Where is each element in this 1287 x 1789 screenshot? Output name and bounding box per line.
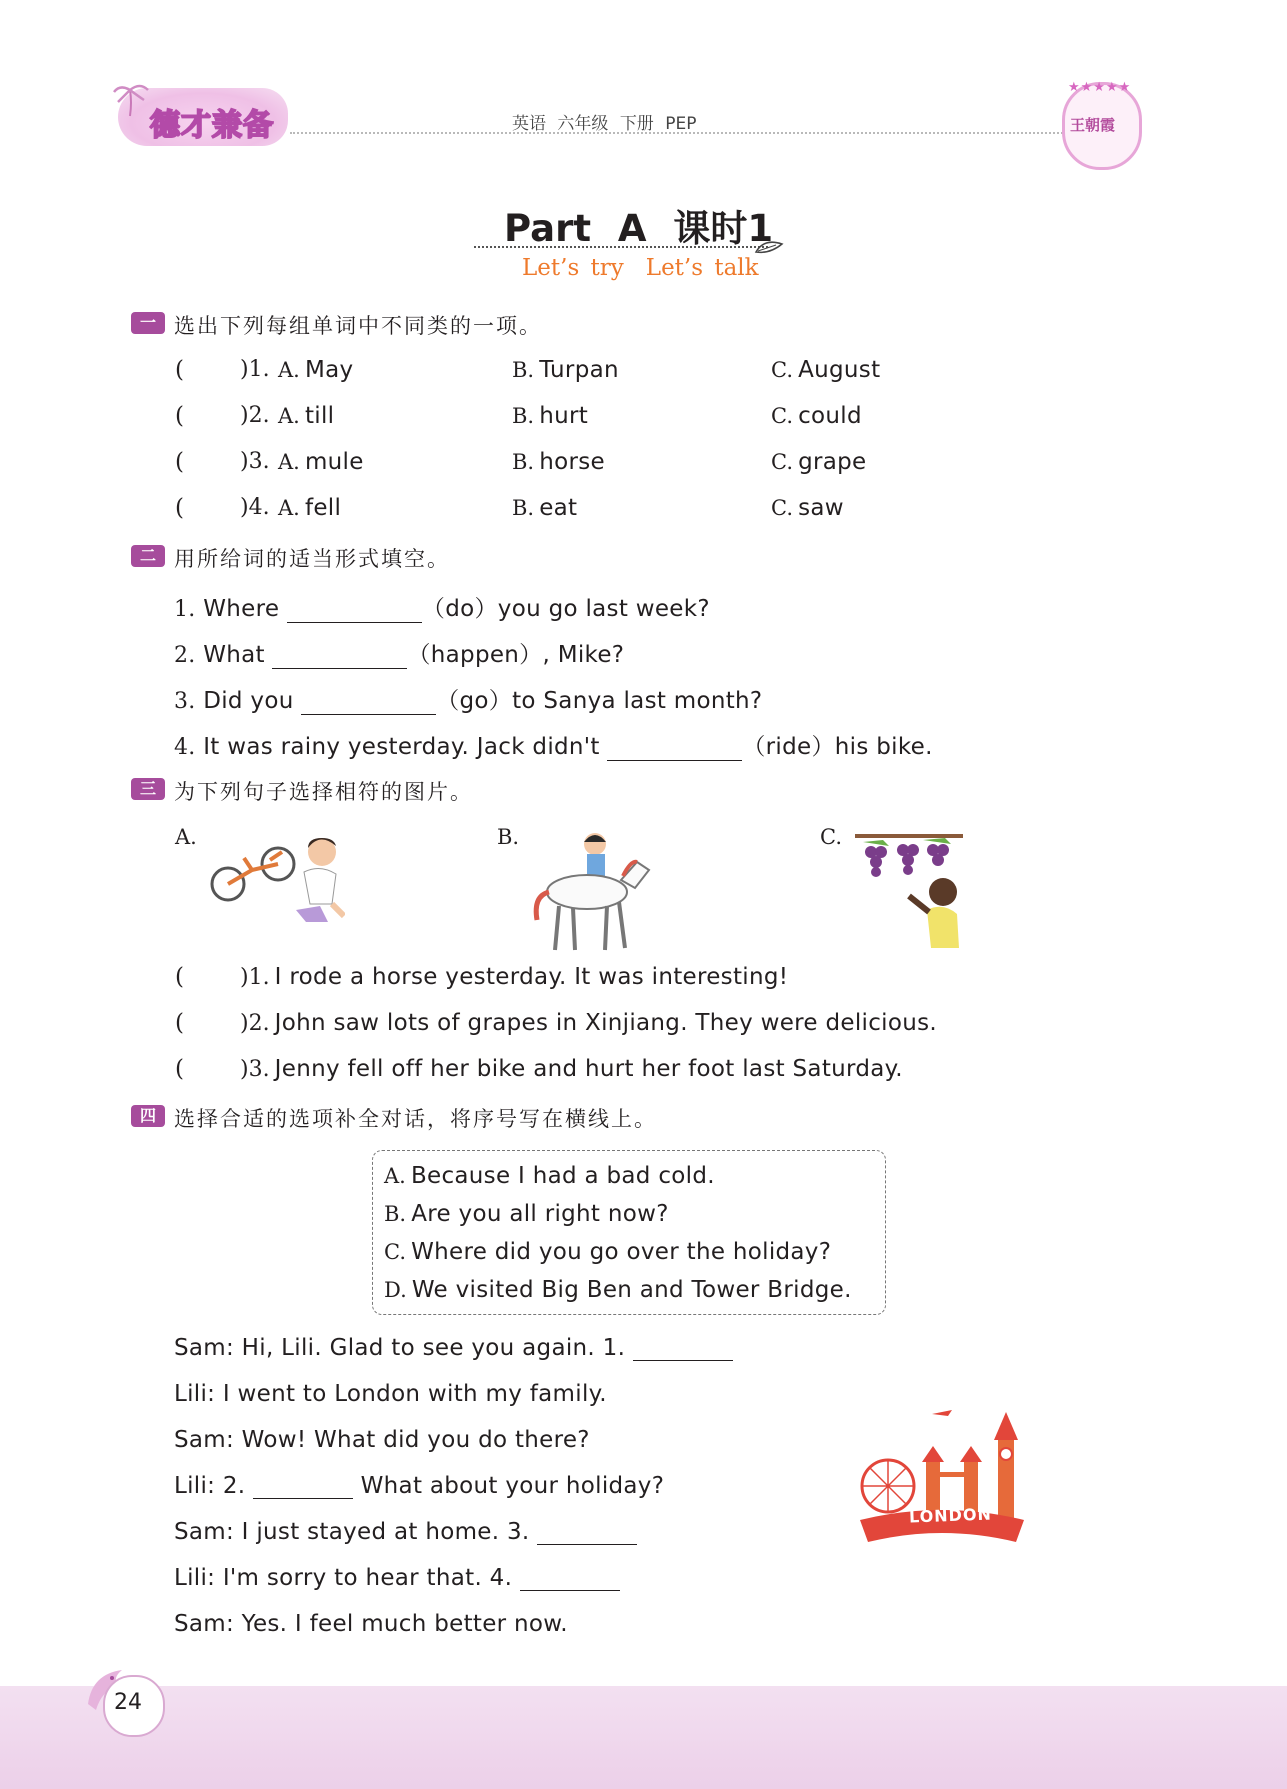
girl-fell-off-bike-image (200, 830, 345, 928)
question-text: I rode a horse yesterday. It was interesting! (274, 964, 789, 990)
fill-item (174, 590, 710, 623)
answer-blank[interactable] (520, 1568, 620, 1591)
section-badge-1: 一 (131, 312, 165, 334)
item-text-before: It was rainy yesterday. Jack didn't (203, 734, 600, 760)
option-item (384, 1201, 669, 1227)
option-c: saw (798, 495, 844, 521)
fill-item (174, 682, 762, 715)
fill-item (174, 636, 624, 669)
dialogue-text: Sam: I just stayed at home. 3. (174, 1519, 530, 1545)
answer-paren: ( (175, 495, 184, 521)
title-underline (474, 246, 768, 248)
answer-paren: ( (175, 1056, 184, 1082)
item-number: 3. (174, 689, 196, 714)
section-badge-2: 二 (131, 545, 165, 567)
lesson-subtitle (522, 255, 781, 281)
section-title-3: 为下列句子选择相符的图片。 (174, 780, 473, 804)
option-text: Because I had a bad cold. (410, 1163, 715, 1189)
option-c: could (798, 403, 862, 429)
dialogue-line: Lili: I went to London with my family. (174, 1381, 607, 1407)
item-text-before: Did you (203, 688, 294, 714)
question-row (175, 357, 184, 383)
option-c: August (798, 357, 881, 383)
option-letter: D. (384, 1278, 407, 1302)
dialogue-line (174, 1473, 664, 1499)
boy-and-grapes-image (853, 830, 965, 948)
answer-paren: ( (175, 357, 184, 383)
item-number: 4. (174, 735, 196, 760)
answer-blank[interactable] (607, 738, 742, 761)
option-b: eat (539, 495, 578, 521)
subtitle-lets-try: Let’s try (522, 255, 624, 281)
option-label-b: B. (512, 404, 535, 428)
option-letter: A. (384, 1164, 406, 1188)
stamp-name: 王朝霞 (1070, 116, 1116, 134)
option-label-a: A. (278, 404, 300, 428)
option-label-b: B. (512, 496, 535, 520)
answer-blank[interactable] (301, 692, 436, 715)
header-grade: 六年级 (557, 114, 609, 134)
question-number: )3. (240, 449, 270, 474)
answer-blank[interactable] (287, 600, 422, 623)
page-title: Part A 课时1 (504, 207, 774, 250)
item-hint: （go） (436, 688, 513, 714)
option-label-a: A. (278, 358, 300, 382)
header-edition: PEP (665, 114, 697, 134)
boy-riding-horse-image (525, 830, 660, 955)
option-a: May (304, 357, 354, 383)
dialogue-tail: What about your holiday? (360, 1473, 665, 1499)
item-number: 2. (174, 643, 196, 668)
question-number: )1. (240, 357, 270, 382)
answer-paren: ( (175, 964, 184, 990)
option-b: hurt (539, 403, 589, 429)
answer-blank[interactable] (633, 1338, 733, 1361)
header-term: 下册 (619, 114, 654, 134)
option-text: Are you all right now? (411, 1201, 669, 1227)
option-label-c: C. (771, 450, 793, 474)
option-label-b: B. (512, 450, 535, 474)
header-info (512, 109, 696, 134)
london-banner-text: LONDON (908, 1504, 993, 1527)
picture-label-c: C. (820, 825, 842, 849)
picture-label-a: A. (175, 825, 197, 849)
option-a: mule (304, 449, 364, 475)
item-hint: （ride） (742, 734, 835, 760)
item-hint: （do） (421, 596, 498, 622)
answer-paren: ( (175, 1010, 184, 1036)
option-b: horse (539, 449, 605, 475)
dialogue-text: Lili: I'm sorry to hear that. 4. (174, 1565, 513, 1591)
option-b: Turpan (539, 357, 619, 383)
item-text-after: you go last week? (497, 596, 710, 622)
dialogue-text: Lili: 2. (174, 1473, 246, 1499)
question-text: John saw lots of grapes in Xinjiang. They were delicious. (274, 1010, 937, 1036)
question-number: )2. (240, 1011, 270, 1036)
stamp-stars-icon: ★★★★★ (1068, 80, 1132, 95)
footer-band (0, 1686, 1287, 1789)
picture-label-b: B. (497, 825, 520, 849)
dialogue-text: Sam: Hi, Lili. Glad to see you again. 1. (174, 1335, 626, 1361)
section-title-1: 选出下列每组单词中不同类的一项。 (174, 314, 542, 338)
dialogue-line: Sam: Yes. I feel much better now. (174, 1611, 568, 1637)
option-label-c: C. (771, 496, 793, 520)
answer-paren: ( (175, 403, 184, 429)
option-label-c: C. (771, 404, 793, 428)
option-label-a: A. (278, 496, 300, 520)
option-label-c: C. (771, 358, 793, 382)
option-text: We visited Big Ben and Tower Bridge. (411, 1277, 852, 1303)
question-number: )1. (240, 965, 270, 990)
dialogue-line: Sam: Wow! What did you do there? (174, 1427, 590, 1453)
london-landmarks-image (852, 1400, 1032, 1560)
item-text-after: , Mike? (542, 642, 625, 668)
option-label-a: A. (278, 450, 300, 474)
question-number: )2. (240, 403, 270, 428)
item-text-after: his bike. (834, 734, 933, 760)
section-title-2: 用所给词的适当形式填空。 (174, 547, 450, 571)
question-text: Jenny fell off her bike and hurt her foot last Saturday. (274, 1056, 903, 1082)
option-a: till (304, 403, 335, 429)
item-number: 1. (174, 597, 196, 622)
option-a: fell (304, 495, 342, 521)
item-text-before: Where (203, 596, 280, 622)
header-logo-text: 德才兼备 (150, 108, 274, 143)
item-hint: （happen） (407, 642, 543, 668)
dialogue-line (174, 1519, 637, 1545)
fill-item (174, 728, 933, 761)
option-c: grape (798, 449, 867, 475)
section-badge-3: 三 (131, 778, 165, 800)
item-text-before: What (203, 642, 265, 668)
option-letter: B. (384, 1202, 407, 1226)
answer-paren: ( (175, 449, 184, 475)
page-number: 24 (114, 1690, 142, 1715)
option-item (384, 1277, 852, 1303)
subtitle-lets-talk: Let’s talk (645, 255, 759, 281)
option-label-b: B. (512, 358, 535, 382)
option-letter: C. (384, 1240, 406, 1264)
section-badge-4: 四 (131, 1105, 165, 1127)
option-item (384, 1239, 831, 1265)
item-text-after: to Sanya last month? (512, 688, 763, 714)
answer-blank[interactable] (537, 1522, 637, 1545)
question-number: )3. (240, 1057, 270, 1082)
answer-blank[interactable] (253, 1476, 353, 1499)
header-subject: 英语 (512, 114, 546, 134)
dialogue-line (174, 1565, 620, 1591)
option-text: Where did you go over the holiday? (411, 1239, 832, 1265)
section-title-4: 选择合适的选项补全对话，将序号写在横线上。 (174, 1107, 657, 1131)
palm-tree-icon (112, 82, 152, 118)
question-number: )4. (240, 495, 270, 520)
dialogue-line (174, 1335, 733, 1361)
answer-blank[interactable] (272, 646, 407, 669)
option-item (384, 1163, 715, 1189)
